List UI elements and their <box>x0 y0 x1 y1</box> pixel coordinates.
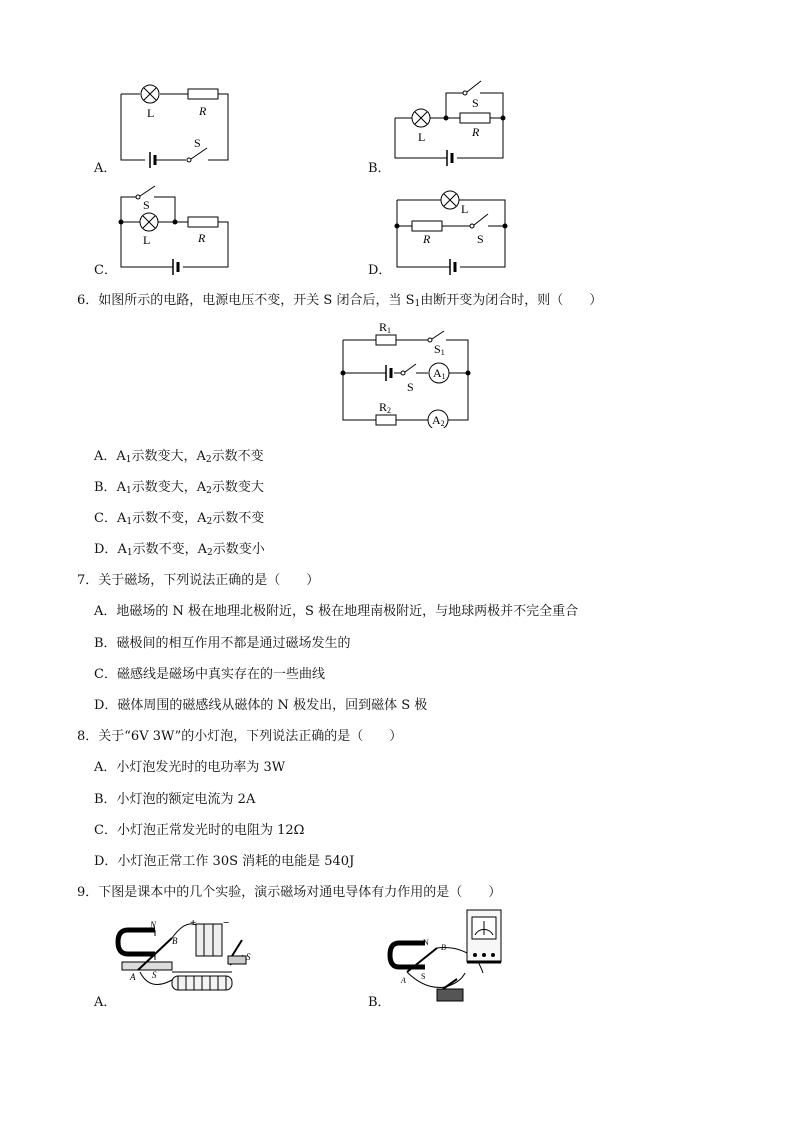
q9a-b-label: B <box>172 936 178 946</box>
q6-option-a: A．$A_1$示数变大，$A_2$示数不变 <box>94 449 264 465</box>
q5d-resistor-label: R <box>423 232 431 246</box>
q8-stem: 8．关于“6V 3W”的小灯泡，下列说法正确的是（ ） <box>77 729 403 744</box>
q7-option-a: A．地磁场的 N 极在地理北极附近，S 极在地理南极附近，与地球两极并不完全重合 <box>94 604 579 619</box>
q9b-n-label: N <box>423 938 429 947</box>
q9b-b-label: B <box>441 943 446 952</box>
q5c-resistor-label: R <box>198 231 206 245</box>
q5b-switch-label: S <box>472 96 479 110</box>
q5-circuit-a <box>110 78 240 173</box>
q6-r2-label: R2 <box>379 400 392 415</box>
q9a-switch-label: S <box>246 952 251 962</box>
q5d-lamp-label: L <box>461 202 469 216</box>
q6-a2-label: A2 <box>432 413 445 428</box>
q6-a1-label: A1 <box>433 366 446 381</box>
q5-circuit-b <box>385 73 515 168</box>
q5d-switch-label: S <box>477 232 484 246</box>
q5c-switch-label: S <box>143 198 150 212</box>
q8-option-a: A．小灯泡发光时的电功率为 3W <box>94 760 286 775</box>
q5-option-a-letter: A． <box>94 161 117 176</box>
q9a-minus-label: − <box>223 917 230 929</box>
q8-option-b: B．小灯泡的额定电流为 2A <box>94 792 256 807</box>
q9a-n-label: N <box>150 920 157 930</box>
q6-option-c: C．$A_1$示数不变，$A_2$示数不变 <box>94 511 265 527</box>
q9b-s-label: S <box>421 972 426 981</box>
q9b-a-label: A <box>401 976 406 985</box>
q5b-resistor-label: R <box>472 125 480 139</box>
q5-circuit-d <box>385 180 515 275</box>
q9-option-a-letter: A． <box>94 995 117 1010</box>
q5-option-d-letter: D． <box>368 263 392 278</box>
q7-stem: 7．关于磁场，下列说法正确的是（ ） <box>77 573 320 588</box>
q9a-plus-label: + <box>190 917 197 929</box>
q5a-switch-label: S <box>194 136 201 150</box>
q6-s-label: S <box>407 380 414 394</box>
q7-option-d: D．磁体周围的磁感线从磁体的 N 极发出，回到磁体 S 极 <box>94 698 428 713</box>
q9-option-b-letter: B． <box>368 995 391 1010</box>
q5c-lamp-label: L <box>143 233 151 247</box>
q5-circuit-c <box>110 180 240 275</box>
q6-circuit <box>336 318 481 428</box>
q6-option-d: D．$A_1$示数不变，$A_2$示数变小 <box>94 542 265 558</box>
q8-option-c: C．小灯泡正常发光时的电阻为 12Ω <box>94 823 305 838</box>
q9a-a-label: A <box>130 972 136 982</box>
q8-option-d: D．小灯泡正常工作 30S 消耗的电能是 540J <box>94 854 355 869</box>
q5b-lamp-label: L <box>418 130 426 144</box>
q5a-resistor-label: R <box>199 104 207 118</box>
q5-option-c-letter: C． <box>94 263 117 278</box>
q9-apparatus-a <box>110 910 270 1010</box>
q5a-lamp-label: L <box>147 106 155 120</box>
q5-option-b-letter: B． <box>368 161 391 176</box>
q9-apparatus-b <box>385 905 515 1010</box>
q7-option-b: B．磁极间的相互作用不都是通过磁场发生的 <box>94 636 351 651</box>
q7-option-c: C．磁感线是磁场中真实存在的一些曲线 <box>94 667 325 682</box>
q9-stem: 9．下图是课本中的几个实验，演示磁场对通电导体有力作用的是（ ） <box>77 885 502 900</box>
q6-s1-label: S1 <box>434 342 445 357</box>
q6-option-b: B．$A_1$示数变大，$A_2$示数变大 <box>94 480 264 496</box>
q6-r1-label: R1 <box>379 320 392 335</box>
q6-stem: 6．如图所示的电路，电源电压不变，开关 S 闭合后，当 $S_1$由断开变为闭合时，则（ ） <box>77 293 603 309</box>
q9a-s-label: S <box>152 970 157 980</box>
